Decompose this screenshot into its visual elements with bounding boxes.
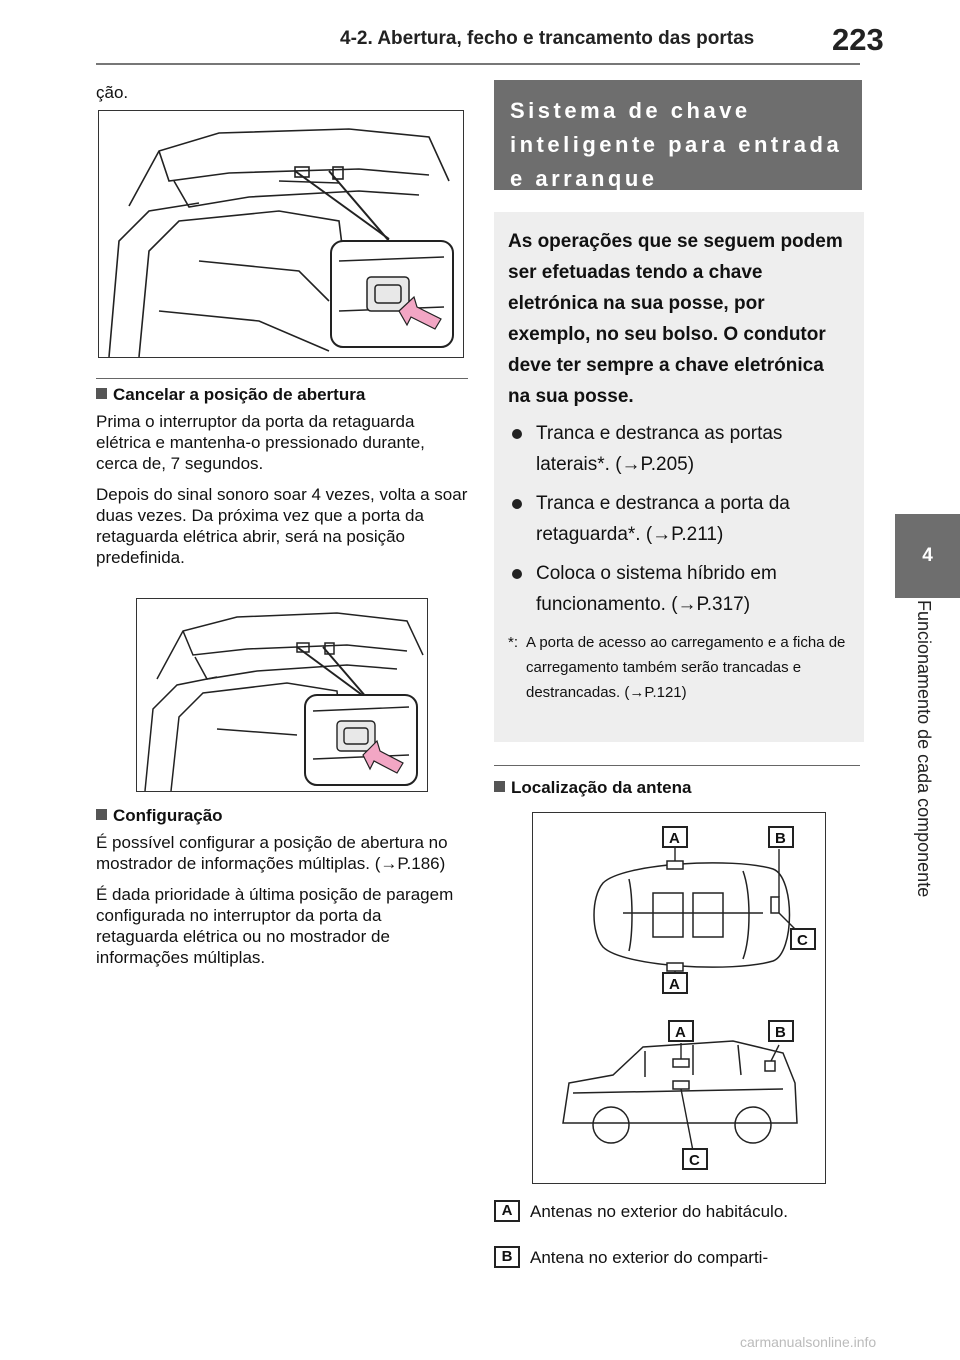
legend-letter: A [494, 1200, 520, 1222]
bullet-dot-icon [512, 569, 522, 579]
page-number: 223 [832, 22, 884, 57]
label-box [683, 1149, 707, 1169]
svg-text:A: A [675, 1024, 686, 1041]
label-box [669, 1021, 693, 1041]
paragraph: É dada prioridade à última posição de paragem configurada no interruptor da porta da retaguarda elétrica ou no mostrador de informações múltiplas. [96, 885, 454, 967]
bullet-dot-icon [512, 429, 522, 439]
label-box [791, 929, 815, 949]
info-box [494, 212, 864, 742]
svg-text:B: B [775, 1024, 786, 1041]
legend-item: A Antenas no exterior do habitáculo. [494, 1200, 788, 1222]
list-item: Tranca e destranca as portas laterais*. (→P.205) [508, 418, 850, 480]
tailgate-illustration-2 [136, 598, 428, 792]
footnote: *: A porta de acesso ao carregamento e a ficha de carregamento também serão trancadas e destrancadas. (→P.121) [508, 634, 846, 701]
label-box [663, 973, 687, 993]
section-heading: Localização da antena [494, 778, 691, 798]
section-divider [494, 765, 860, 766]
section-title-box: Sistema de chave inteligente para entrada e arranque [494, 80, 862, 190]
paragraph: Prima o interruptor da porta da retaguarda elétrica e mantenha-o pressionado durante, cerca de, 7 segundos. [96, 412, 425, 473]
section-heading: Cancelar a posição de abertura [96, 385, 468, 405]
section-divider [96, 378, 468, 379]
paragraph: É possível configurar a posição de abertura no mostrador de informações múltiplas. (→P.186) [96, 833, 448, 873]
list-item: Tranca e destranca a porta da retaguarda*. (→P.211) [508, 488, 850, 550]
legend-item: B Antena no exterior do comparti- [494, 1246, 768, 1268]
section-title: 4-2. Abertura, fecho e trancamento das portas [340, 28, 755, 49]
intro-text: As operações que se seguem podem ser efetuadas tendo a chave eletrónica na sua posse, por exemplo, no seu bolso. O condutor deve ter sempre a chave eletrónica na sua posse. [508, 231, 843, 407]
svg-text:B: B [775, 830, 786, 847]
label-box [663, 827, 687, 847]
antenna-diagram [532, 812, 826, 1184]
label-box [769, 1021, 793, 1041]
section-heading: Configuração [96, 806, 468, 826]
square-bullet-icon [96, 809, 107, 820]
header-rule [96, 63, 860, 65]
label-box [769, 827, 793, 847]
square-bullet-icon [494, 781, 505, 792]
continuation-text: ção. [96, 83, 129, 102]
svg-text:C: C [689, 1152, 700, 1169]
chapter-tab: 4 [895, 514, 960, 598]
legend-letter: B [494, 1246, 520, 1268]
chapter-label: Funcionamento de cada componente [914, 600, 934, 898]
svg-text:C: C [797, 932, 808, 949]
svg-text:A: A [669, 830, 680, 847]
bullet-dot-icon [512, 499, 522, 509]
paragraph: Depois do sinal sonoro soar 4 vezes, volta a soar duas vezes. Da próxima vez que a porta da retaguarda elétrica abrir, será na posição predefinida. [96, 485, 468, 567]
list-item: Coloca o sistema híbrido em funcionamento. (→P.317) [508, 558, 850, 620]
square-bullet-icon [96, 388, 107, 399]
tailgate-illustration-1 [98, 110, 464, 358]
svg-text:A: A [669, 976, 680, 993]
watermark: carmanualsonline.info [740, 1334, 877, 1350]
